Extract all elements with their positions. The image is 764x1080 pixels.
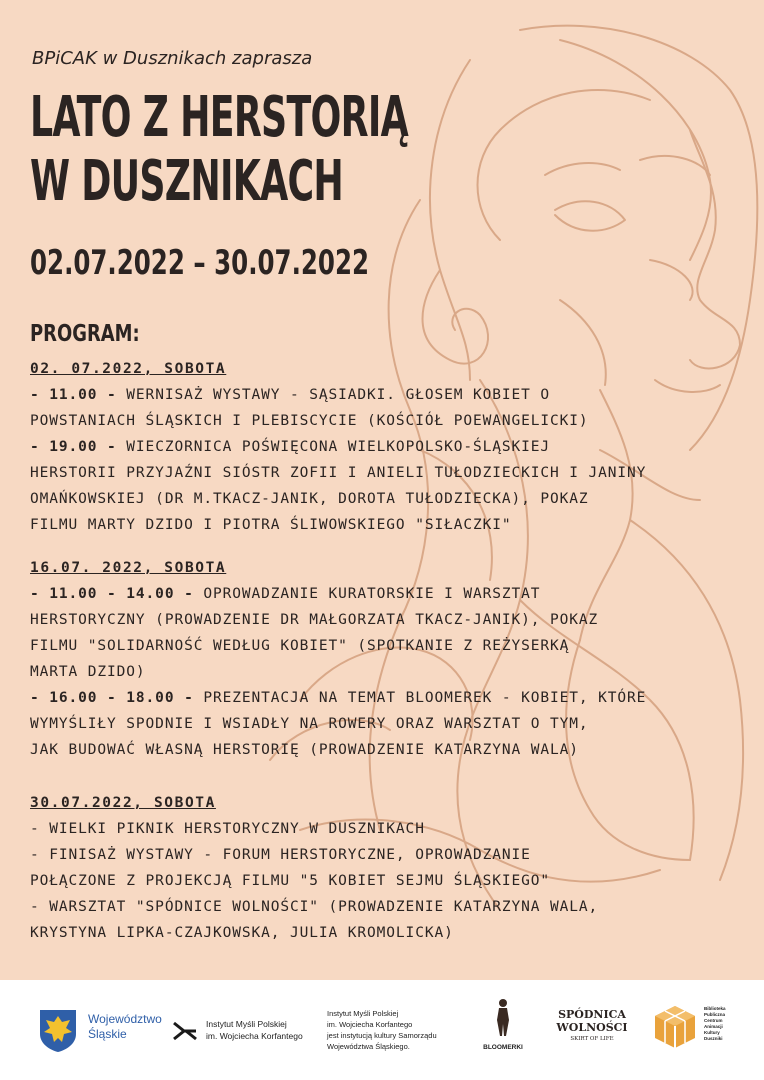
program-line: HERSTORII PRZYJAŹNI SIÓSTR ZOFII I ANIELI TUŁODZIECKICH I JANINY	[30, 465, 647, 481]
title-line-2: W DUSZNIKACH	[30, 149, 344, 214]
program-line: - 11.00 - WERNISAŻ WYSTAWY - SĄSIADKI. GŁOSEM KOBIET O	[30, 387, 551, 403]
cube-icon	[652, 1004, 698, 1050]
program-line: OMAŃKOWSKIEJ (DR M.TKACZ-JANIK, DOROTA TUŁODZIECKA), POKAZ	[30, 491, 589, 507]
spodnica-line-1: SPÓDNICA	[558, 1008, 626, 1021]
poster-title	[30, 85, 408, 214]
section-day: 16.07. 2022, SOBOTA	[30, 560, 227, 576]
imp-note-line: im. Wojciecha Korfantego	[327, 1020, 413, 1029]
biblioteka-line: Animacji	[704, 1024, 723, 1029]
program-line: - WIELKI PIKNIK HERSTORYCZNY W DUSZNIKACH	[30, 821, 425, 837]
program-section-3	[30, 790, 730, 946]
spodnica-line-2: WOLNOŚCI	[556, 1021, 628, 1034]
biblioteka-line: Publiczna	[704, 1012, 726, 1017]
invitation-line: BPiCAK w Dusznikach zaprasza	[32, 48, 313, 69]
bloomerki-label: BLOOMERKI	[483, 1044, 523, 1051]
event-dates: 02.07.2022 – 30.07.2022	[30, 243, 370, 283]
program-section-1	[30, 356, 730, 538]
bloomer-figure-icon	[493, 998, 513, 1038]
imp-note-line: Województwa Śląskiego.	[327, 1042, 410, 1051]
section-day: 02. 07.2022, SOBOTA	[30, 361, 227, 377]
title-line-1: LATO Z HERSTORIĄ	[30, 85, 408, 150]
wojewodztwo-name-1: Województwo	[88, 1012, 162, 1026]
spodnica-line-3: SKIRT OF LIFE	[570, 1036, 614, 1042]
wojewodztwo-slaskie-logo	[38, 1008, 178, 1054]
program-section-2	[30, 555, 730, 763]
program-time: - 11.00 - 14.00 -	[30, 586, 194, 602]
biblioteka-line: Duszniki	[704, 1036, 723, 1041]
program-line: - 16.00 - 18.00 - PREZENTACJA NA TEMAT BLOOMEREK - KOBIET, KTÓRE	[30, 690, 647, 706]
program-line: HERSTORYCZNY (PROWADZENIE DR MAŁGORZATA TKACZ-JANIK), POKAZ	[30, 612, 599, 628]
program-heading: PROGRAM:	[30, 321, 140, 347]
biblioteka-line: Centrum	[704, 1018, 723, 1023]
program-line: WYMYŚLIŁY SPODNIE I WSIADŁY NA ROWERY ORAZ WARSZTAT O TYM,	[30, 716, 589, 732]
program-line: JAK BUDOWAĆ WŁASNĄ HERSTORIĘ (PROWADZENIE KATARZYNA WALA)	[30, 742, 579, 758]
biblioteka-line: Kultury	[704, 1030, 720, 1035]
imp-note-line: jest instytucją kultury Samorządu	[327, 1031, 437, 1040]
program-line: - 19.00 - WIECZORNICA POŚWIĘCONA WIELKOPOLSKO-ŚLĄSKIEJ	[30, 439, 551, 455]
section-day: 30.07.2022, SOBOTA	[30, 795, 216, 811]
spodnica-wolnosci-logo	[556, 1008, 628, 1052]
program-line: FILMU "SOLIDARNOŚĆ WEDŁUG KOBIET" (SPOTKANIE Z REŻYSERKĄ	[30, 638, 570, 654]
program-line: MARTA DZIDO)	[30, 664, 146, 680]
imp-name-2: im. Wojciecha Korfantego	[206, 1031, 303, 1041]
k-mark-icon	[172, 1021, 198, 1041]
program-line: FILMU MARTY DZIDO I PIOTRA ŚLIWOWSKIEGO "SIŁACZKI"	[30, 517, 512, 533]
bpicak-logo	[652, 1004, 732, 1054]
program-line: - WARSZTAT "SPÓDNICE WOLNOŚCI" (PROWADZENIE KATARZYNA WALA,	[30, 899, 599, 915]
imp-note-line: Instytut Myśli Polskiej	[327, 1009, 399, 1018]
bloomerki-logo	[478, 998, 528, 1058]
program-line: POWSTANIACH ŚLĄSKICH I PLEBISCYCIE (KOŚCIÓŁ POEWANGELICKI)	[30, 413, 589, 429]
biblioteka-line: Biblioteka	[704, 1006, 726, 1011]
program-line: - FINISAŻ WYSTAWY - FORUM HERSTORYCZNE, OPROWADZANIE	[30, 847, 531, 863]
program-line: KRYSTYNA LIPKA-CZAJKOWSKA, JULIA KROMOLICKA)	[30, 925, 454, 941]
program-line: - 11.00 - 14.00 - OPROWADZANIE KURATORSKIE I WARSZTAT	[30, 586, 541, 602]
imp-note	[327, 1008, 467, 1052]
wojewodztwo-name-2: Śląskie	[88, 1027, 127, 1041]
imp-logo	[172, 1018, 322, 1048]
program-time: - 16.00 - 18.00 -	[30, 690, 194, 706]
program-time: - 19.00 -	[30, 439, 117, 455]
program-line: POŁĄCZONE Z PROJEKCJĄ FILMU "5 KOBIET SEJMU ŚLĄSKIEGO"	[30, 873, 551, 889]
sponsors-footer	[0, 980, 764, 1080]
program-time: - 11.00 -	[30, 387, 117, 403]
eagle-shield-icon	[38, 1008, 78, 1052]
imp-name-1: Instytut Myśli Polskiej	[206, 1019, 287, 1029]
